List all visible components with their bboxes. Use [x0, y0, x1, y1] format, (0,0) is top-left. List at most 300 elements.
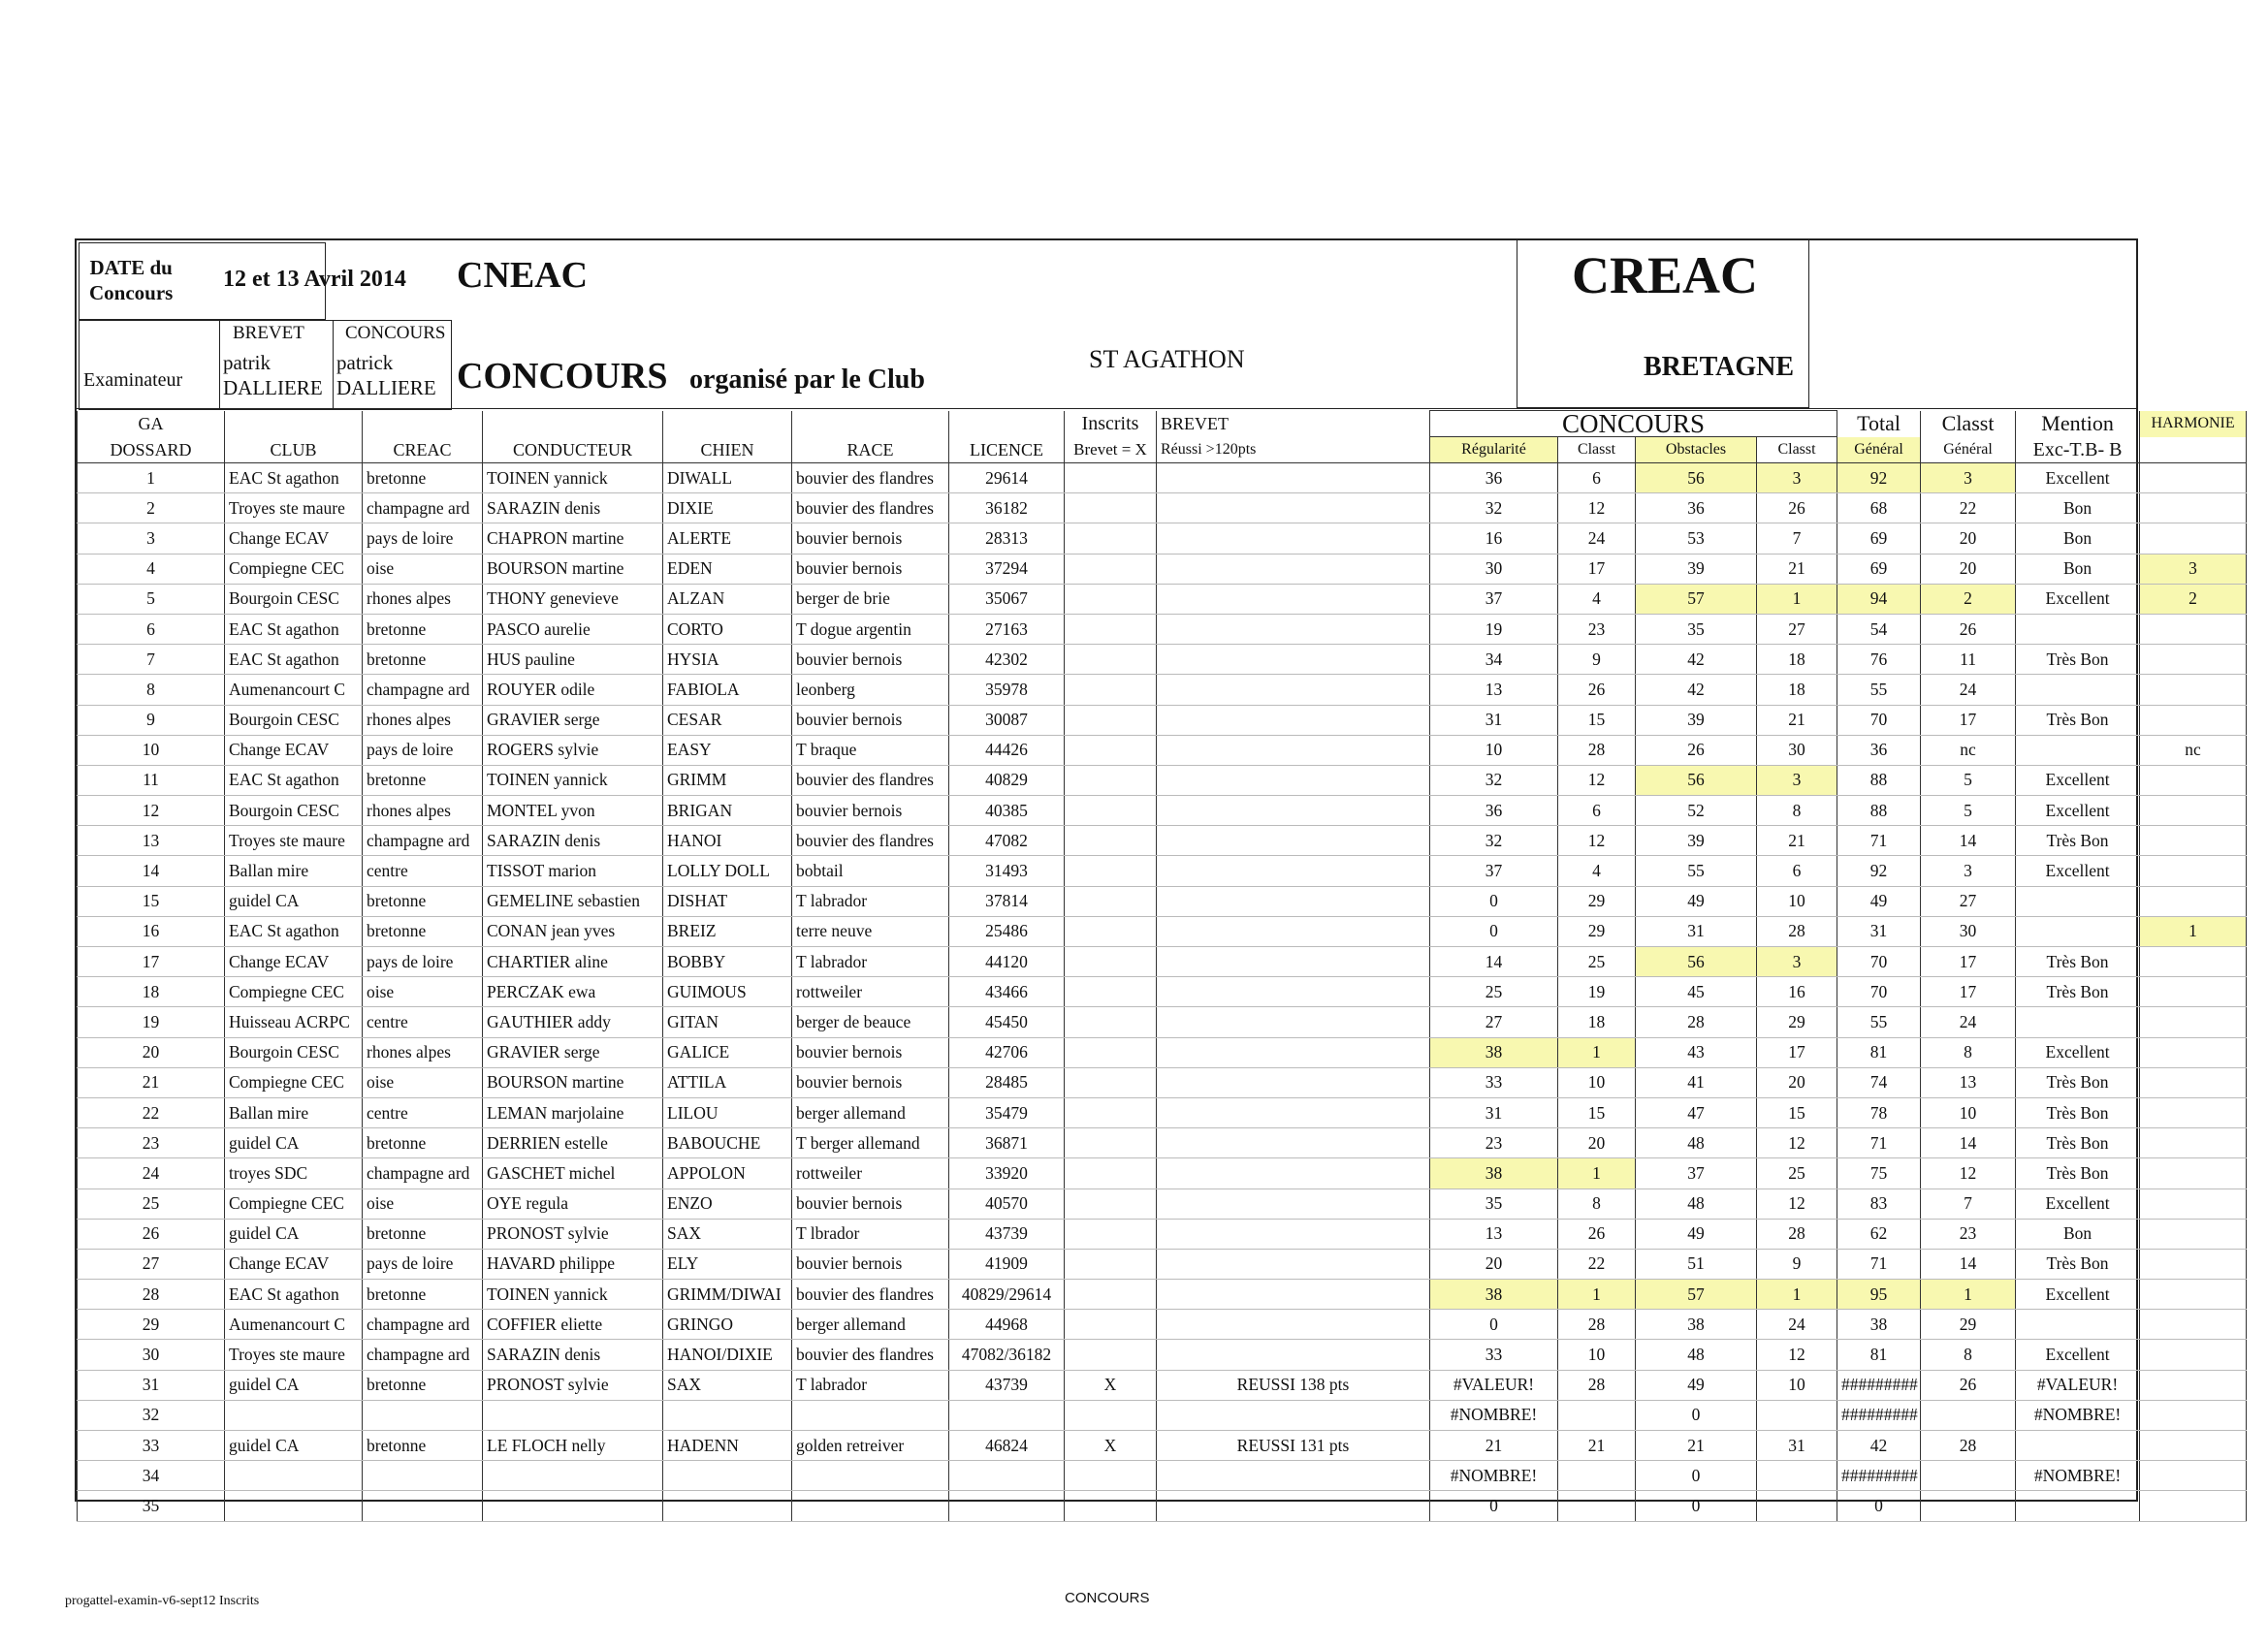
cell-cg: 24 [1921, 1007, 2016, 1037]
cell-reg: 36 [1430, 796, 1558, 826]
cell-ins [1065, 1158, 1157, 1188]
table-row [78, 1097, 2247, 1127]
cell-c1: 10 [1558, 1340, 1636, 1370]
cell-cg: 17 [1921, 705, 2016, 735]
cell-creac: bretonne [363, 916, 483, 946]
cell-creac: pays de loire [363, 735, 483, 765]
cell-cg: 10 [1921, 1097, 2016, 1127]
cell-obs: 48 [1636, 1188, 1757, 1219]
cell-cg: 14 [1921, 826, 2016, 856]
cell-lic: 35067 [949, 584, 1065, 614]
cell-har [2140, 675, 2247, 705]
cell-cg: 26 [1921, 614, 2016, 644]
cell-c2: 3 [1757, 463, 1837, 493]
cell-c2: 28 [1757, 916, 1837, 946]
cell-har [2140, 765, 2247, 795]
cell-creac: bretonne [363, 1128, 483, 1158]
cell-d: 7 [78, 645, 225, 675]
cell-tot: 55 [1837, 1007, 1921, 1037]
cell-lic [949, 1461, 1065, 1491]
cell-c1: 1 [1558, 1280, 1636, 1310]
cell-bre [1157, 947, 1430, 977]
cell-club: guidel CA [225, 1128, 363, 1158]
cell-reg: 32 [1430, 765, 1558, 795]
cell-lic: 44968 [949, 1310, 1065, 1340]
cell-club: Bourgoin CESC [225, 584, 363, 614]
region: BRETAGNE [1644, 352, 1795, 382]
cell-club [225, 1461, 363, 1491]
cell-c2: 27 [1757, 614, 1837, 644]
table-row [78, 1067, 2247, 1097]
cell-cond: PRONOST sylvie [483, 1370, 663, 1400]
footer-center: CONCOURS [1065, 1590, 1150, 1606]
cell-lic: 47082 [949, 826, 1065, 856]
cell-men [2016, 735, 2140, 765]
cell-cond [483, 1461, 663, 1491]
col-licence: LICENCE [949, 437, 1065, 463]
cell-tot: 83 [1837, 1188, 1921, 1219]
cell-lic: 40829 [949, 765, 1065, 795]
cell-ins [1065, 675, 1157, 705]
cell-d: 31 [78, 1370, 225, 1400]
table-row [78, 1280, 2247, 1310]
cell-har [2140, 1188, 2247, 1219]
cell-d: 14 [78, 856, 225, 886]
cell-c1: 28 [1558, 735, 1636, 765]
cell-club: Bourgoin CESC [225, 1037, 363, 1067]
cell-reg: #VALEUR! [1430, 1370, 1558, 1400]
cell-c2: 8 [1757, 796, 1837, 826]
cell-race: bobtail [792, 856, 949, 886]
table-row [78, 1431, 2247, 1461]
cell-lic: 40829/29614 [949, 1280, 1065, 1310]
cell-har: 1 [2140, 916, 2247, 946]
cell-men: Très Bon [2016, 826, 2140, 856]
cell-lic [949, 1400, 1065, 1430]
cell-cond: ROGERS sylvie [483, 735, 663, 765]
cell-men: Excellent [2016, 1340, 2140, 1370]
cell-ins [1065, 1188, 1157, 1219]
cell-cond: BOURSON martine [483, 554, 663, 584]
cell-obs: 36 [1636, 493, 1757, 523]
cell-c1: 18 [1558, 1007, 1636, 1037]
cell-chien: DIXIE [663, 493, 792, 523]
cell-tot: 71 [1837, 1128, 1921, 1158]
cell-race: bouvier bernois [792, 1037, 949, 1067]
col-chien: CHIEN [663, 437, 792, 463]
cell-c2: 1 [1757, 1280, 1837, 1310]
cell-lic: 35479 [949, 1097, 1065, 1127]
col-reussi: Réussi >120pts [1157, 437, 1430, 463]
cell-cg: 28 [1921, 1431, 2016, 1461]
cell-chien: GRIMM/DIWAI [663, 1280, 792, 1310]
table-row [78, 796, 2247, 826]
cell-tot: 0 [1837, 1491, 1921, 1521]
cell-d: 24 [78, 1158, 225, 1188]
col-harmonie: HARMONIE [2140, 411, 2247, 437]
cell-club: EAC St agathon [225, 916, 363, 946]
cell-obs: 57 [1636, 584, 1757, 614]
cell-tot: ######### [1837, 1461, 1921, 1491]
cell-race: berger allemand [792, 1097, 949, 1127]
cell-men: Très Bon [2016, 705, 2140, 735]
col-mention: Mention [2016, 411, 2140, 437]
table-row [78, 977, 2247, 1007]
cell-obs: 38 [1636, 1310, 1757, 1340]
cell-obs: 56 [1636, 765, 1757, 795]
table-row [78, 1188, 2247, 1219]
cell-c1: 23 [1558, 614, 1636, 644]
table-row [78, 916, 2247, 946]
cell-har [2140, 1249, 2247, 1279]
cell-men: Excellent [2016, 463, 2140, 493]
cell-obs: 39 [1636, 554, 1757, 584]
cell-race: bouvier des flandres [792, 463, 949, 493]
cell-race: bouvier bernois [792, 796, 949, 826]
col-mention-sub: Exc-T.B- B [2016, 437, 2140, 463]
cell-tot: 74 [1837, 1067, 1921, 1097]
header-row-2 [78, 437, 2247, 463]
cell-ins [1065, 826, 1157, 856]
cell-obs: 0 [1636, 1461, 1757, 1491]
cell-creac: bretonne [363, 886, 483, 916]
cell-reg: 0 [1430, 916, 1558, 946]
cell-reg: 25 [1430, 977, 1558, 1007]
cell-har [2140, 886, 2247, 916]
cell-d: 21 [78, 1067, 225, 1097]
cell-chien: GALICE [663, 1037, 792, 1067]
cell-lic: 28313 [949, 523, 1065, 554]
cell-c2: 21 [1757, 826, 1837, 856]
cell-men [2016, 614, 2140, 644]
cell-c2: 12 [1757, 1188, 1837, 1219]
table-row [78, 1310, 2247, 1340]
cell-tot: 55 [1837, 675, 1921, 705]
cell-obs: 53 [1636, 523, 1757, 554]
cell-c1: 6 [1558, 463, 1636, 493]
cell-club: EAC St agathon [225, 463, 363, 493]
cell-bre [1157, 1310, 1430, 1340]
cell-bre [1157, 977, 1430, 1007]
cell-bre [1157, 584, 1430, 614]
cell-reg: 38 [1430, 1158, 1558, 1188]
cell-d: 32 [78, 1400, 225, 1430]
cell-club: Compiegne CEC [225, 1188, 363, 1219]
cell-club: guidel CA [225, 1219, 363, 1249]
cell-tot: 49 [1837, 886, 1921, 916]
cell-chien: BABOUCHE [663, 1128, 792, 1158]
cell-lic: 42302 [949, 645, 1065, 675]
cell-reg: 33 [1430, 1340, 1558, 1370]
cell-men: Excellent [2016, 765, 2140, 795]
cell-chien: ATTILA [663, 1067, 792, 1097]
cell-c1: 15 [1558, 1097, 1636, 1127]
cell-chien: BRIGAN [663, 796, 792, 826]
cell-creac: pays de loire [363, 947, 483, 977]
concours-title: CONCOURS [457, 356, 668, 396]
cell-men [2016, 1310, 2140, 1340]
cell-bre [1157, 1280, 1430, 1310]
results-table [77, 410, 2247, 1522]
cell-lic: 33920 [949, 1158, 1065, 1188]
cell-cg: 26 [1921, 1370, 2016, 1400]
cell-ins [1065, 523, 1157, 554]
cell-har [2140, 1037, 2247, 1067]
cell-lic: 44426 [949, 735, 1065, 765]
cell-cg: 14 [1921, 1249, 2016, 1279]
cell-reg: 36 [1430, 463, 1558, 493]
table-row [78, 735, 2247, 765]
table-row [78, 1158, 2247, 1188]
cell-cond: LE FLOCH nelly [483, 1431, 663, 1461]
col-obstacles: Obstacles [1636, 437, 1757, 463]
cell-ins [1065, 645, 1157, 675]
cell-cg: 5 [1921, 765, 2016, 795]
cell-cond: CHAPRON martine [483, 523, 663, 554]
cell-race: bouvier des flandres [792, 1280, 949, 1310]
exam-brevet: patrik DALLIERE [223, 351, 323, 399]
cell-obs: 0 [1636, 1400, 1757, 1430]
cell-club [225, 1491, 363, 1521]
cell-cond: GAUTHIER addy [483, 1007, 663, 1037]
cell-reg: 38 [1430, 1280, 1558, 1310]
cell-c2: 24 [1757, 1310, 1837, 1340]
cell-cond: CONAN jean yves [483, 916, 663, 946]
cell-reg: 14 [1430, 947, 1558, 977]
cell-c1: 20 [1558, 1128, 1636, 1158]
cell-cg: 2 [1921, 584, 2016, 614]
cell-cg: 8 [1921, 1037, 2016, 1067]
cell-bre [1157, 1249, 1430, 1279]
cell-club: guidel CA [225, 886, 363, 916]
cell-race: bouvier bernois [792, 1188, 949, 1219]
cell-chien: HANOI [663, 826, 792, 856]
cell-chien [663, 1491, 792, 1521]
cell-lic: 40570 [949, 1188, 1065, 1219]
cell-har [2140, 1128, 2247, 1158]
table-row [78, 765, 2247, 795]
cell-d: 16 [78, 916, 225, 946]
header-row-1 [78, 411, 2247, 437]
cell-chien: DIWALL [663, 463, 792, 493]
cell-lic: 47082/36182 [949, 1340, 1065, 1370]
cell-reg: 37 [1430, 856, 1558, 886]
cell-race: bouvier des flandres [792, 493, 949, 523]
cell-reg: 33 [1430, 1067, 1558, 1097]
cell-club: Change ECAV [225, 523, 363, 554]
examinateur-label: Examinateur [83, 369, 183, 391]
cell-cond: GRAVIER serge [483, 705, 663, 735]
cell-men: Très Bon [2016, 1158, 2140, 1188]
cell-reg: 30 [1430, 554, 1558, 584]
cell-men [2016, 886, 2140, 916]
cell-chien: LILOU [663, 1097, 792, 1127]
cell-chien: ALERTE [663, 523, 792, 554]
cell-obs: 45 [1636, 977, 1757, 1007]
cell-men: Bon [2016, 493, 2140, 523]
cell-reg: 16 [1430, 523, 1558, 554]
cell-reg: 13 [1430, 675, 1558, 705]
cell-ins [1065, 765, 1157, 795]
cell-club: Compiegne CEC [225, 554, 363, 584]
cell-lic: 44120 [949, 947, 1065, 977]
cell-c1 [1558, 1491, 1636, 1521]
cell-cond [483, 1400, 663, 1430]
cell-club: guidel CA [225, 1431, 363, 1461]
table-row [78, 1370, 2247, 1400]
cell-race: T lbrador [792, 1219, 949, 1249]
cell-lic: 27163 [949, 614, 1065, 644]
cell-chien: ENZO [663, 1188, 792, 1219]
cell-bre [1157, 1400, 1430, 1430]
cell-d: 26 [78, 1219, 225, 1249]
cell-ins [1065, 463, 1157, 493]
table-row [78, 886, 2247, 916]
cell-reg: 37 [1430, 584, 1558, 614]
cell-lic: 36871 [949, 1128, 1065, 1158]
cell-men [2016, 1007, 2140, 1037]
cell-creac [363, 1400, 483, 1430]
cell-c2: 21 [1757, 705, 1837, 735]
cell-c1: 12 [1558, 493, 1636, 523]
cell-har [2140, 1340, 2247, 1370]
cell-c2: 31 [1757, 1431, 1837, 1461]
cell-club: Change ECAV [225, 735, 363, 765]
cell-race [792, 1491, 949, 1521]
cell-har [2140, 1310, 2247, 1340]
cell-cg: 7 [1921, 1188, 2016, 1219]
cell-bre [1157, 523, 1430, 554]
cell-tot: 88 [1837, 765, 1921, 795]
cell-chien: GITAN [663, 1007, 792, 1037]
cell-tot: ######### [1837, 1400, 1921, 1430]
cell-tot: 38 [1837, 1310, 1921, 1340]
cell-c1: 1 [1558, 1158, 1636, 1188]
table-row [78, 1219, 2247, 1249]
cell-cond: DERRIEN estelle [483, 1128, 663, 1158]
cell-c2: 9 [1757, 1249, 1837, 1279]
cell-d: 22 [78, 1097, 225, 1127]
cell-ins [1065, 1249, 1157, 1279]
cell-ins [1065, 1219, 1157, 1249]
cell-har: 2 [2140, 584, 2247, 614]
cell-obs: 48 [1636, 1340, 1757, 1370]
cell-cond: MONTEL yvon [483, 796, 663, 826]
cell-race: bouvier bernois [792, 1067, 949, 1097]
cell-chien: EDEN [663, 554, 792, 584]
cell-creac: centre [363, 1097, 483, 1127]
cell-cond: THONY genevieve [483, 584, 663, 614]
cell-reg: 21 [1430, 1431, 1558, 1461]
cell-cond: ROUYER odile [483, 675, 663, 705]
cell-d: 5 [78, 584, 225, 614]
cell-c2: 15 [1757, 1097, 1837, 1127]
cell-bre [1157, 765, 1430, 795]
cell-reg: 31 [1430, 1097, 1558, 1127]
header-rule [77, 408, 2136, 409]
table-row [78, 463, 2247, 493]
date-value: 12 et 13 Avril 2014 [223, 267, 406, 292]
cell-bre [1157, 1128, 1430, 1158]
cell-ins [1065, 947, 1157, 977]
cell-reg: 31 [1430, 705, 1558, 735]
cell-c1: 28 [1558, 1370, 1636, 1400]
cell-cg: 17 [1921, 947, 2016, 977]
cell-d: 17 [78, 947, 225, 977]
cell-c1: 25 [1558, 947, 1636, 977]
cell-reg: 20 [1430, 1249, 1558, 1279]
cell-ins [1065, 705, 1157, 735]
exam-concours: patrick DALLIERE [336, 351, 436, 399]
cell-chien: BREIZ [663, 916, 792, 946]
cell-c2: 7 [1757, 523, 1837, 554]
cell-c2: 3 [1757, 765, 1837, 795]
cell-race: T labrador [792, 1370, 949, 1400]
cell-c1: 26 [1558, 675, 1636, 705]
cell-ins [1065, 1097, 1157, 1127]
cell-ins: X [1065, 1370, 1157, 1400]
cell-club: Compiegne CEC [225, 1067, 363, 1097]
cell-d: 19 [78, 1007, 225, 1037]
cell-c2: 10 [1757, 886, 1837, 916]
cell-c2: 29 [1757, 1007, 1837, 1037]
cell-race: T labrador [792, 947, 949, 977]
table-row [78, 705, 2247, 735]
cell-d: 8 [78, 675, 225, 705]
cell-creac: champagne ard [363, 1158, 483, 1188]
cell-tot: 81 [1837, 1037, 1921, 1067]
cell-cg: 11 [1921, 645, 2016, 675]
cell-lic: 35978 [949, 675, 1065, 705]
cell-cg: 24 [1921, 675, 2016, 705]
cell-creac: rhones alpes [363, 1037, 483, 1067]
cell-c1: 19 [1558, 977, 1636, 1007]
cell-creac: bretonne [363, 463, 483, 493]
cell-men: Excellent [2016, 584, 2140, 614]
cell-d: 34 [78, 1461, 225, 1491]
cell-d: 25 [78, 1188, 225, 1219]
cell-d: 12 [78, 796, 225, 826]
cell-creac: oise [363, 1188, 483, 1219]
cell-reg: #NOMBRE! [1430, 1461, 1558, 1491]
cell-race: bouvier bernois [792, 554, 949, 584]
cell-chien: CORTO [663, 614, 792, 644]
cell-cond: LEMAN marjolaine [483, 1097, 663, 1127]
cell-obs: 39 [1636, 826, 1757, 856]
cell-cond: GRAVIER serge [483, 1037, 663, 1067]
table-row [78, 614, 2247, 644]
cell-ins [1065, 1280, 1157, 1310]
cell-cg: nc [1921, 735, 2016, 765]
cell-chien: DISHAT [663, 886, 792, 916]
cell-d: 2 [78, 493, 225, 523]
cell-bre [1157, 826, 1430, 856]
cell-obs: 55 [1636, 856, 1757, 886]
cell-har [2140, 1431, 2247, 1461]
cell-c1: 4 [1558, 856, 1636, 886]
cell-creac: champagne ard [363, 826, 483, 856]
cell-men: Très Bon [2016, 645, 2140, 675]
cell-creac [363, 1491, 483, 1521]
cell-c1 [1558, 1400, 1636, 1430]
cell-men [2016, 675, 2140, 705]
cell-cond: TISSOT marion [483, 856, 663, 886]
cell-c1: 29 [1558, 916, 1636, 946]
cell-lic: 37814 [949, 886, 1065, 916]
cell-har: 3 [2140, 554, 2247, 584]
cell-creac: rhones alpes [363, 705, 483, 735]
cell-obs: 42 [1636, 645, 1757, 675]
